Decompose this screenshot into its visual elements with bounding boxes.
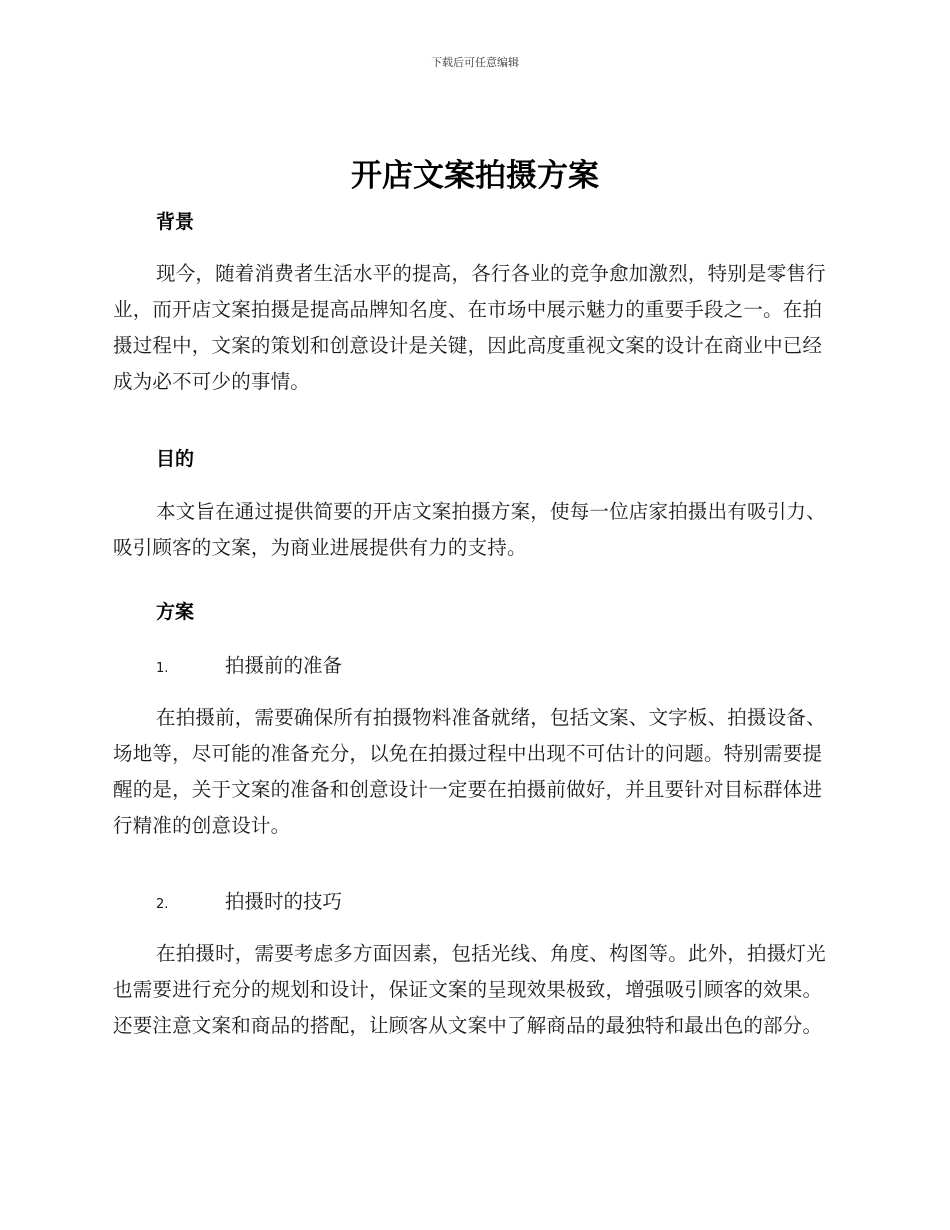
paragraph-plan-item-1: 在拍摄前，需要确保所有拍摄物料准备就绪，包括文案、文字板、拍摄设备、场地等，尽可能的准备充分，以免在拍摄过程中出现不可估计的问题。特别需要提醒的是，关于文案的准备和创意设计一定要在拍摄前做好，并且要针对目标群体进行精准的创意设计。 — [113, 706, 826, 837]
list-item-1 — [156, 650, 342, 678]
list-number: 2. — [156, 897, 169, 912]
document-title: 开店文案拍摄方案 — [351, 158, 599, 194]
paragraph-background: 现今，随着消费者生活水平的提高，各行各业的竞争愈加激烈，特别是零售行业，而开店文案拍摄是提高品牌知名度、在市场中展示魅力的重要手段之一。在拍摄过程中，文案的策划和创意设计是关键，因此高度重视文案的设计在商业中已经成为必不可少的事情。 — [113, 262, 826, 393]
header-note: 下载后可任意编辑 — [431, 56, 519, 69]
list-item-title: 拍摄前的准备 — [225, 654, 343, 677]
paragraph-plan-item-2: 在拍摄时，需要考虑多方面因素，包括光线、角度、构图等。此外，拍摄灯光也需要进行充分的规划和设计，保证文案的呈现效果极致，增强吸引顾客的效果。还要注意文案和商品的搭配，让顾客从文案中了解商品的最独特和最出色的部分。 — [113, 942, 826, 1037]
list-number: 1. — [156, 661, 169, 676]
section-heading-purpose: 目的 — [156, 448, 195, 470]
section-heading-plan: 方案 — [156, 601, 195, 623]
paragraph-purpose: 本文旨在通过提供简要的开店文案拍摄方案，使每一位店家拍摄出有吸引力、吸引顾客的文案，为商业进展提供有力的支持。 — [113, 500, 826, 559]
section-heading-background: 背景 — [156, 211, 195, 233]
list-item-2 — [156, 886, 342, 914]
list-item-title: 拍摄时的技巧 — [225, 890, 343, 913]
